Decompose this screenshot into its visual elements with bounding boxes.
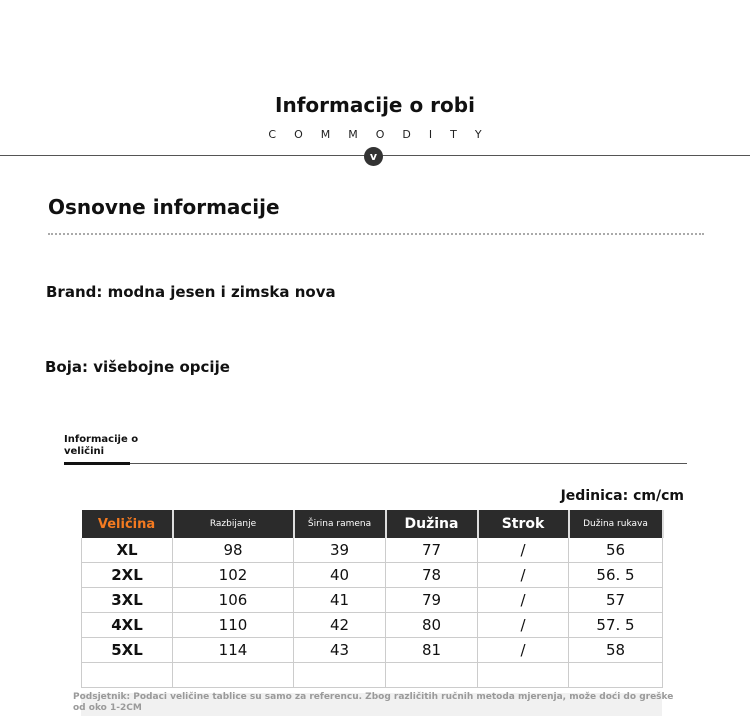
table-cell: 41 xyxy=(294,588,386,613)
chevron-down-icon: v xyxy=(364,147,383,166)
column-header: Veličina xyxy=(82,510,173,538)
table-header-row xyxy=(82,510,663,538)
table-cell: 57 xyxy=(569,588,663,613)
brand-info: Brand: modna jesen i zimska nova xyxy=(46,283,336,301)
page-title: Informacije o robi xyxy=(275,93,475,117)
size-note: Podsjetnik: Podaci veličine tablice su samo za referencu. Zbog različitih ručnih metoda mjerenja, može doći do greške od oko 1-2CM xyxy=(73,692,674,713)
table-cell: / xyxy=(478,538,569,563)
table-cell: 56 xyxy=(569,538,663,563)
table-row xyxy=(82,638,663,663)
table-cell: 102 xyxy=(173,563,294,588)
dotted-divider xyxy=(48,233,704,235)
size-heading-line2: veličini xyxy=(64,446,105,457)
table-cell: 98 xyxy=(173,538,294,563)
table-row xyxy=(82,563,663,588)
section-heading: Osnovne informacije xyxy=(48,195,280,219)
table-cell: 77 xyxy=(386,538,478,563)
size-divider-accent xyxy=(64,462,130,465)
table-cell: 42 xyxy=(294,613,386,638)
table-cell: 3XL xyxy=(82,588,173,613)
column-header: Strok xyxy=(478,510,569,538)
size-heading-line1: Informacije o xyxy=(64,434,139,445)
table-row xyxy=(82,538,663,563)
table-cell xyxy=(386,663,478,688)
table-cell: 80 xyxy=(386,613,478,638)
table-cell: 79 xyxy=(386,588,478,613)
table-cell: / xyxy=(478,613,569,638)
table-cell: 57. 5 xyxy=(569,613,663,638)
table-cell xyxy=(294,663,386,688)
table-cell: 114 xyxy=(173,638,294,663)
size-info-heading xyxy=(64,434,138,458)
table-cell xyxy=(569,663,663,688)
page-subtitle: COMMODITY xyxy=(268,128,500,141)
color-info: Boja: višebojne opcije xyxy=(45,358,230,376)
unit-label: Jedinica: cm/cm xyxy=(560,488,684,504)
table-cell: / xyxy=(478,588,569,613)
column-header: Širina ramena xyxy=(294,510,386,538)
table-cell: 4XL xyxy=(82,613,173,638)
table-cell: 106 xyxy=(173,588,294,613)
table-cell: XL xyxy=(82,538,173,563)
table-cell: 81 xyxy=(386,638,478,663)
table-cell: 2XL xyxy=(82,563,173,588)
table-cell xyxy=(173,663,294,688)
table-cell: 40 xyxy=(294,563,386,588)
table-row-empty xyxy=(82,663,663,688)
table-cell: 110 xyxy=(173,613,294,638)
column-header: Dužina rukava xyxy=(569,510,663,538)
table-cell: 5XL xyxy=(82,638,173,663)
column-header: Dužina xyxy=(386,510,478,538)
size-table xyxy=(81,510,664,688)
table-row xyxy=(82,613,663,638)
table-cell: 56. 5 xyxy=(569,563,663,588)
table-row xyxy=(82,588,663,613)
table-cell xyxy=(82,663,173,688)
table-cell xyxy=(478,663,569,688)
table-cell: / xyxy=(478,563,569,588)
column-header: Razbijanje xyxy=(173,510,294,538)
table-cell: / xyxy=(478,638,569,663)
table-cell: 39 xyxy=(294,538,386,563)
table-cell: 43 xyxy=(294,638,386,663)
table-cell: 58 xyxy=(569,638,663,663)
size-divider xyxy=(64,463,687,464)
table-cell: 78 xyxy=(386,563,478,588)
